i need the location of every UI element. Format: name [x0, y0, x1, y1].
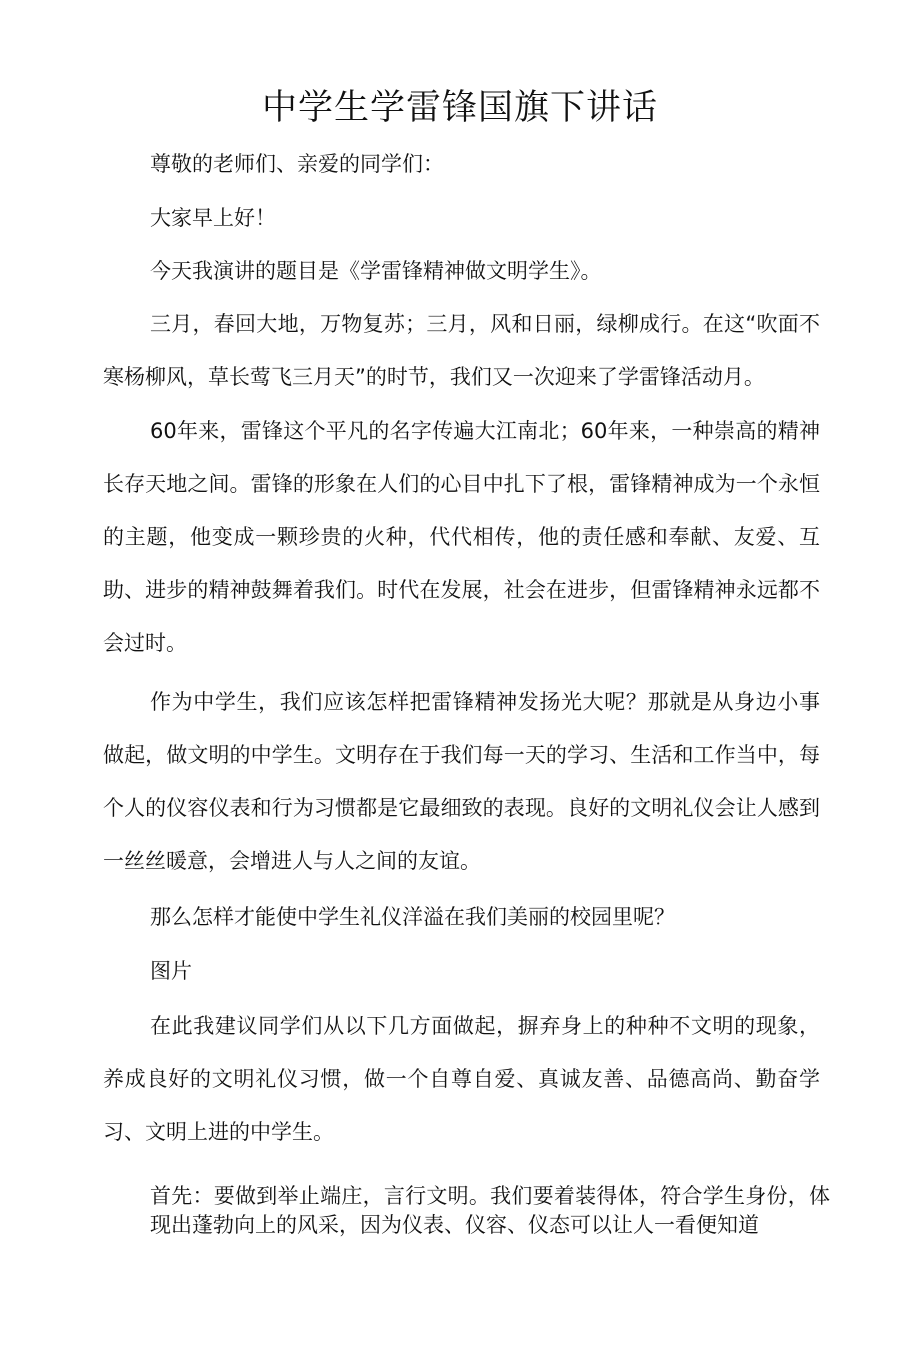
- paragraph-as-students: 作为中学生，我们应该怎样把雷锋精神发扬光大呢？那就是从身边小事做起，做文明的中学生。文明存在于我们每一天的学习、生活和工作当中，每个人的仪容仪表和行为习惯都是它最细致的表现。良好的文明礼仪会让人感到一丝丝暖意，会增进人与人之间的友谊。: [103, 690, 820, 873]
- paragraph-sixty-years: 60年来，雷锋这个平凡的名字传遍大江南北；60年来，一种崇高的精神长存天地之间。雷锋的形象在人们的心目中扎下了根，雷锋精神成为一个永恒的主题，他变成一颗珍贵的火种，代代相传，他的责任感和奉献、友爱、互助、进步的精神鼓舞着我们。时代在发展，社会在进步，但雷锋精神永远都不会过时。: [103, 419, 820, 655]
- paragraph-greeting: 大家早上好！: [150, 206, 276, 230]
- paragraph-salutation: 尊敬的老师们、亲爱的同学们：: [150, 152, 444, 176]
- paragraph-question: 那么怎样才能使中学生礼仪洋溢在我们美丽的校园里呢？: [150, 905, 675, 929]
- paragraph-march: 三月，春回大地，万物复苏；三月，风和日丽，绿柳成行。在这“吹面不寒杨柳风，草长莺飞三月天”的时节，我们又一次迎来了学雷锋活动月。: [103, 312, 820, 389]
- paragraph-suggestion: 在此我建议同学们从以下几方面做起，摒弃身上的种种不文明的现象，养成良好的文明礼仪习惯，做一个自尊自爱、真诚友善、品德高尚、勤奋学习、文明上进的中学生。: [103, 1014, 820, 1144]
- paragraph-topic: 今天我演讲的题目是《学雷锋精神做文明学生》。: [150, 259, 602, 283]
- paragraph-first: 首先：要做到举止端庄，言行文明。我们要着装得体，符合学生身份，体现出蓬勃向上的风采，因为仪表、仪容、仪态可以让人一看便知道: [150, 1184, 830, 1237]
- paragraph-image-label: 图片: [150, 959, 192, 983]
- document-title: 中学生学雷锋国旗下讲话: [261, 88, 658, 128]
